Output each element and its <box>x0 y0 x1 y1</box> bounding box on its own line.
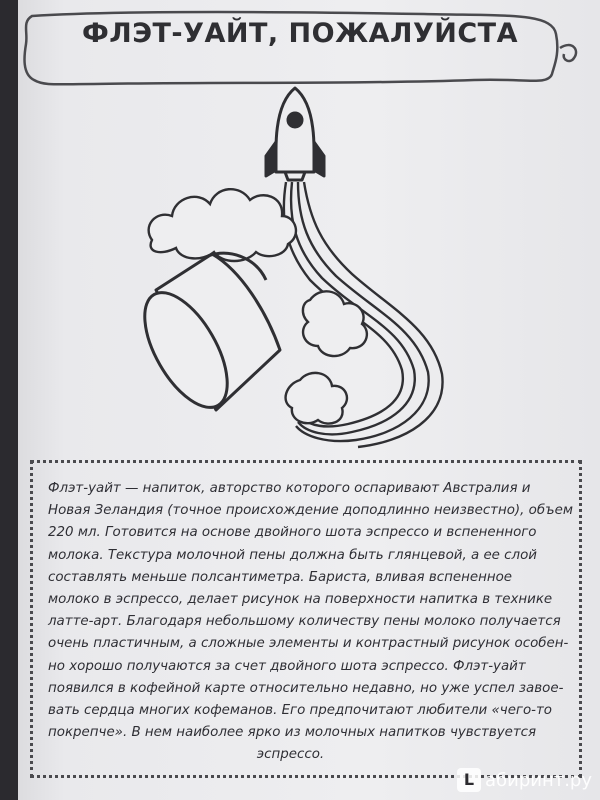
text-line: молоко в эспрессо, делает рисунок на поверхности напитка в технике <box>48 592 553 608</box>
text-line: очень пластичным, а сложные элементы и контрастный рисунок особен- <box>48 636 569 652</box>
text-line: эспрессо. <box>256 747 325 763</box>
text-line: составлять меньше полсантиметра. Бариста, вливая вспененное <box>48 569 513 585</box>
watermark <box>457 768 592 792</box>
text-line: Флэт-уайт — напиток, авторство которого оспаривают Австралия и <box>48 481 531 496</box>
page-title: ФЛЭТ-УАЙТ, ПОЖАЛУЙСТА <box>82 18 518 49</box>
text-line: вать сердца многих кофеманов. Его предпочитают любители «чего-то <box>48 703 552 719</box>
text-line: появился в кофейной карте относительно недавно, но уже успел завое- <box>48 680 564 696</box>
text-line: 220 мл. Готовится на основе двойного шота эспрессо и вспененного <box>48 525 537 541</box>
text-line: Новая Зеландия (точное происхождение доподлинно неизвестно), объем <box>48 503 573 519</box>
watermark-logo-icon: L <box>457 768 481 792</box>
watermark-text: абиринт.ру <box>484 769 592 791</box>
text-line: молока. Текстура молочной пены должна быть глянцевой, а ее слой <box>48 547 537 563</box>
rocket-icon <box>266 88 324 180</box>
text-line: латте-арт. Благодаря небольшому количеству пены молоко получается <box>48 614 561 630</box>
cup-icon <box>128 253 280 420</box>
description-text <box>48 478 573 767</box>
illustration <box>90 80 510 450</box>
text-line: покрепче». В нем наиболее ярко из молочных напитков чувствуется <box>48 725 537 741</box>
text-line: но хорошо получаются за счет двойного шота эспрессо. Флэт-уайт <box>48 658 526 674</box>
